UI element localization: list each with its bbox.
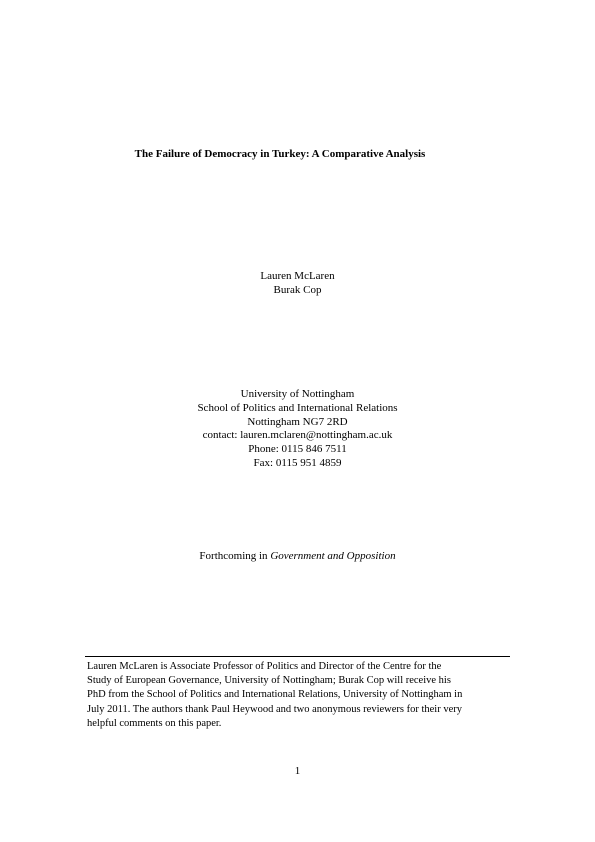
author-footnote [87, 660, 512, 731]
footnote-line: July 2011. The authors thank Paul Heywood and two anonymous reviewers for their very [87, 703, 463, 715]
affiliation-block [0, 388, 595, 471]
affiliation-school: School of Politics and International Relations [197, 401, 398, 414]
affiliation-phone: Phone: 0115 846 7511 [248, 443, 347, 456]
page-number: 1 [294, 765, 301, 777]
publication-note [0, 549, 595, 563]
affiliation-address: Nottingham NG7 2RD [247, 415, 348, 428]
affiliation-contact: contact: lauren.mclaren@nottingham.ac.uk [202, 429, 393, 442]
affiliation-fax: Fax: 0115 951 4859 [253, 456, 342, 469]
paper-title: The Failure of Democracy in Turkey: A Comparative Analysis [134, 148, 426, 160]
author-name: Burak Cop [273, 284, 322, 296]
footnote-line: Study of European Governance, University of Nottingham; Burak Cop will receive his [87, 675, 451, 687]
footnote-line: Lauren McLaren is Associate Professor of Politics and Director of the Centre for the [87, 661, 442, 672]
footnote-line: helpful comments on this paper. [87, 717, 222, 729]
footnote-divider [85, 656, 510, 657]
author-list [0, 269, 595, 297]
publication-note-prefix: Forthcoming in [199, 550, 271, 562]
journal-name: Government and Opposition [270, 550, 396, 562]
footnote-line: PhD from the School of Politics and International Relations, University of Nottingham in [87, 689, 463, 701]
affiliation-university: University of Nottingham [240, 388, 355, 400]
author-name: Lauren McLaren [260, 270, 335, 282]
